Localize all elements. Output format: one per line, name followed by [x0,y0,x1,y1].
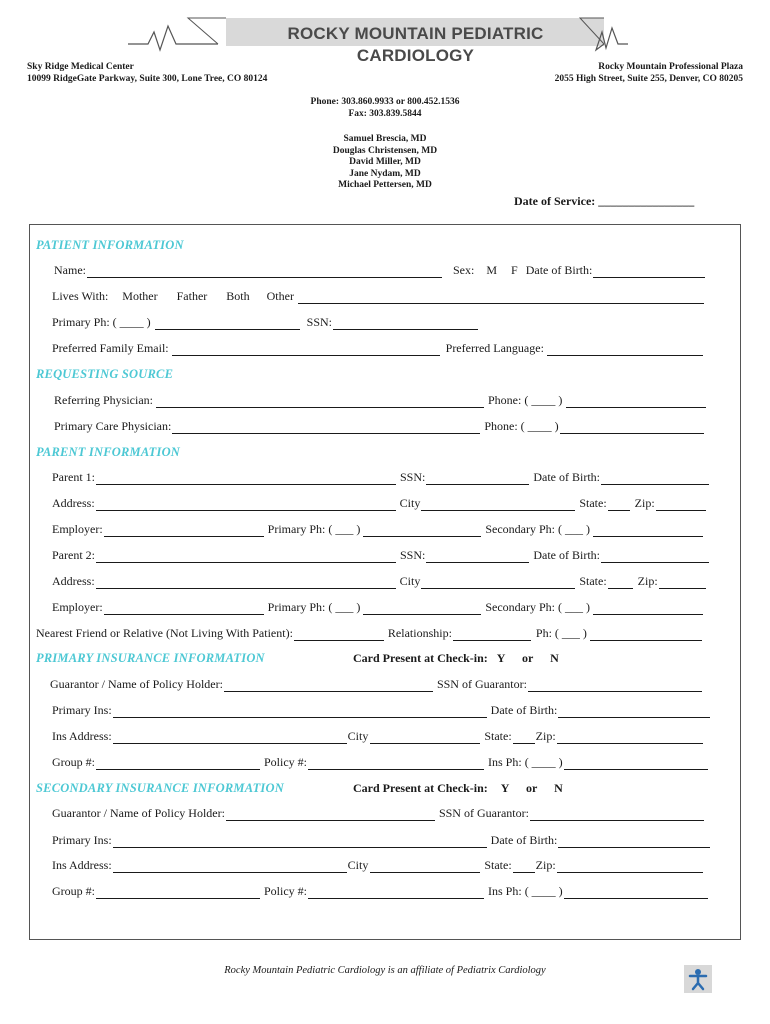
name-label: Name: [54,263,86,277]
left-address [27,62,267,85]
ins-city-label: City [347,729,369,743]
parent2-ssn-label: SSN: [400,548,426,562]
card-present-no-option[interactable]: N [554,781,563,795]
lives-with-other-option[interactable]: Other [266,289,294,303]
footer-text: Rocky Mountain Pediatric Cardiology is an affiliate of Pediatrix Cardiology [224,965,546,976]
language-label: Preferred Language: [445,341,544,355]
primary-ins-address-row [52,729,704,744]
sex-label: Sex: [453,263,475,277]
ssn-label: SSN: [306,315,333,329]
secondary-ins-zip-field[interactable] [557,861,703,873]
email-language-row [52,341,704,356]
secondary-policy-field[interactable] [308,887,484,899]
parent1-dob-field[interactable] [601,473,709,485]
lives-with-label: Lives With: [52,289,109,303]
date-of-service[interactable]: Date of Service: ________________ [514,194,695,208]
parent2-secondary-phone-label: Secondary Ph: ( ___ ) [485,600,590,614]
primary-phone-field[interactable] [155,318,300,330]
parent2-dob-field[interactable] [601,551,709,563]
card-present-no-option[interactable]: N [550,651,559,665]
parent2-zip-label: Zip: [637,574,658,588]
patient-name-row [54,263,706,278]
patient-name-field[interactable] [87,266,442,278]
primary-guarantor-field[interactable] [224,680,433,692]
parent1-zip-field[interactable] [656,499,706,511]
primary-ins-address-field[interactable] [113,732,347,744]
primary-policy-field[interactable] [308,758,484,770]
pcp-phone-label: Phone: ( ____ ) [484,419,559,433]
secondary-ins-field[interactable] [113,836,487,848]
parent2-address-row [52,574,707,589]
lives-with-mother-option[interactable]: Mother [122,289,158,303]
practice-logo [128,10,628,65]
parent2-label: Parent 2: [52,548,95,562]
pcp-phone-field[interactable] [560,422,704,434]
referring-row [54,393,707,408]
group-label: Group #: [52,884,95,898]
secondary-ins-city-field[interactable] [370,861,480,873]
secondary-ins-address-row [52,858,704,873]
secondary-ssn-guarantor-field[interactable] [530,809,704,821]
parent2-ssn-field[interactable] [426,551,529,563]
parent1-ssn-field[interactable] [426,473,529,485]
policy-label: Policy #: [264,755,308,769]
parent2-state-label: State: [579,574,607,588]
parent1-city-field[interactable] [421,499,575,511]
parent1-zip-label: Zip: [634,496,655,510]
person-icon [684,965,712,993]
parent2-city-label: City [399,574,421,588]
section-secondary-insurance: SECONDARY INSURANCE INFORMATION [36,781,284,795]
primary-ins-dob-field[interactable] [558,706,710,718]
parent1-employer-row [52,522,704,537]
parent1-primary-phone-field[interactable] [363,525,481,537]
ins-city-label: City [347,858,369,872]
patient-dob-field[interactable] [593,266,705,278]
dob-label: Date of Birth: [525,263,593,277]
language-field[interactable] [547,344,703,356]
referring-phone-field[interactable] [566,396,706,408]
parent1-employer-label: Employer: [52,522,103,536]
secondary-ins-dob-label: Date of Birth: [490,833,558,847]
referring-physician-label: Referring Physician: [54,393,153,407]
primary-ins-label: Primary Ins: [52,833,112,847]
parent2-secondary-phone-field[interactable] [593,603,703,615]
guarantor-label: Guarantor / Name of Policy Holder: [52,806,225,820]
ins-address-label: Ins Address: [52,729,112,743]
parent1-row [52,470,710,485]
parent2-employer-row [52,600,704,615]
primary-group-field[interactable] [96,758,260,770]
referring-physician-field[interactable] [156,396,484,408]
pcp-label: Primary Care Physician: [54,419,172,433]
primary-phone-label: Primary Ph: ( ____ ) [52,315,151,329]
nearest-relative-label: Nearest Friend or Relative (Not Living With Patient): [36,626,293,640]
secondary-guarantor-field[interactable] [226,809,435,821]
ins-state-label: State: [484,729,512,743]
parent2-city-field[interactable] [421,577,575,589]
ins-phone-label: Ins Ph: ( ____ ) [488,884,563,898]
secondary-ins-phone-field[interactable] [564,887,708,899]
fax-text: Fax: 303.839.5844 [348,108,422,119]
right-address [555,62,743,85]
parent2-employer-label: Employer: [52,600,103,614]
card-present-or-label: or [526,781,538,795]
parent2-employer-field[interactable] [104,603,264,615]
ins-zip-label: Zip: [535,729,556,743]
relationship-field[interactable] [453,629,531,641]
lives-with-father-option[interactable]: Father [176,289,208,303]
section-primary-insurance: PRIMARY INSURANCE INFORMATION [36,651,265,665]
card-present-label: Card Present at Check-in: [353,651,488,665]
parent1-primary-phone-label: Primary Ph: ( ___ ) [267,522,361,536]
primary-ins-field[interactable] [113,706,487,718]
lives-with-row [52,289,705,304]
ins-state-label: State: [484,858,512,872]
parent1-address-field[interactable] [96,499,396,511]
policy-label: Policy #: [264,884,308,898]
parent1-secondary-phone-label: Secondary Ph: ( ___ ) [485,522,590,536]
family-email-label: Preferred Family Email: [52,341,169,355]
left-address-line-1: Sky Ridge Medical Center [27,62,134,72]
primary-ssn-guarantor-field[interactable] [528,680,702,692]
secondary-ins-dob-field[interactable] [558,836,710,848]
ins-phone-label: Ins Ph: ( ____ ) [488,755,563,769]
contact-block [0,97,770,120]
parent1-city-label: City [399,496,421,510]
family-email-field[interactable] [172,344,440,356]
parent2-dob-label: Date of Birth: [533,548,601,562]
patient-phone-row [52,315,479,330]
section-parent-information: PARENT INFORMATION [36,445,181,459]
parent1-name-field[interactable] [96,473,396,485]
lives-with-other-field[interactable] [298,292,704,304]
primary-group-row [52,755,709,770]
secondary-group-field[interactable] [96,887,260,899]
group-label: Group #: [52,755,95,769]
primary-ins-city-field[interactable] [370,732,480,744]
card-present-yes-option[interactable]: Y [500,781,509,795]
secondary-guarantor-row [52,806,705,821]
ins-zip-label: Zip: [535,858,556,872]
primary-ins-zip-field[interactable] [557,732,703,744]
doctor-name: Douglas Christensen, MD [332,145,438,156]
primary-ins-row [52,703,711,718]
ssn-guarantor-label: SSN of Guarantor: [438,806,529,820]
doctor-name: Michael Pettersen, MD [338,180,432,190]
accessibility-icon[interactable] [684,965,712,993]
parent2-name-field[interactable] [96,551,396,563]
pcp-row [54,419,705,434]
right-address-line-2: 2055 High Street, Suite 255, Denver, CO 80205 [554,73,743,84]
parent1-ssn-label: SSN: [400,470,426,484]
doctor-list [0,134,770,192]
lives-with-both-option[interactable]: Both [226,289,250,303]
secondary-ins-row [52,833,711,848]
doctor-name: David Miller, MD [349,157,421,167]
nearest-relative-field[interactable] [294,629,384,641]
primary-ins-label: Primary Ins: [52,703,112,717]
primary-ins-dob-label: Date of Birth: [490,703,558,717]
secondary-card-present [353,781,563,796]
parent1-dob-label: Date of Birth: [533,470,601,484]
doctor-name: Jane Nydam, MD [349,168,421,179]
sex-f-option[interactable]: F [511,263,518,277]
parent2-address-field[interactable] [96,577,396,589]
patient-ssn-field[interactable] [333,318,478,330]
parent1-secondary-phone-field[interactable] [593,525,703,537]
guarantor-label: Guarantor / Name of Policy Holder: [50,677,223,691]
logo-text: ROCKY MOUNTAIN PEDIATRIC CARDIOLOGY [287,24,544,65]
parent1-employer-field[interactable] [104,525,264,537]
ins-address-label: Ins Address: [52,858,112,872]
parent2-row [52,548,710,563]
right-address-line-1: Rocky Mountain Professional Plaza [598,62,743,72]
section-patient-information: PATIENT INFORMATION [36,238,184,252]
parent2-primary-phone-field[interactable] [363,603,481,615]
pcp-field[interactable] [172,422,480,434]
relative-phone-label: Ph: ( ___ ) [535,626,587,640]
parent1-address-label: Address: [52,496,95,510]
parent1-address-row [52,496,707,511]
nearest-relative-row [36,626,703,641]
card-present-yes-option[interactable]: Y [496,651,505,665]
card-present-label: Card Present at Check-in: [353,781,488,795]
parent2-state-field[interactable] [608,577,633,589]
card-present-or-label: or [522,651,534,665]
doctor-name: Samuel Brescia, MD [343,134,427,144]
parent1-label: Parent 1: [52,470,95,484]
secondary-ins-state-field[interactable] [513,861,535,873]
primary-card-present [353,651,559,666]
secondary-group-row [52,884,709,899]
relative-phone-field[interactable] [590,629,702,641]
phone-text: Phone: 303.860.9933 or 800.452.1536 [310,97,460,107]
parent2-zip-field[interactable] [659,577,706,589]
parent2-primary-phone-label: Primary Ph: ( ___ ) [267,600,361,614]
primary-ins-phone-field[interactable] [564,758,708,770]
parent2-address-label: Address: [52,574,95,588]
referring-phone-label: Phone: ( ____ ) [487,393,563,407]
secondary-ins-address-field[interactable] [113,861,347,873]
primary-ins-state-field[interactable] [513,732,535,744]
primary-guarantor-row [50,677,703,692]
ssn-guarantor-label: SSN of Guarantor: [436,677,527,691]
sex-m-option[interactable]: M [486,263,498,277]
left-address-line-2: 10099 RidgeGate Parkway, Suite 300, Lone Tree, CO 80124 [27,73,268,84]
parent1-state-field[interactable] [608,499,630,511]
parent1-state-label: State: [579,496,607,510]
relationship-label: Relationship: [387,626,452,640]
section-requesting-source: REQUESTING SOURCE [36,367,174,381]
